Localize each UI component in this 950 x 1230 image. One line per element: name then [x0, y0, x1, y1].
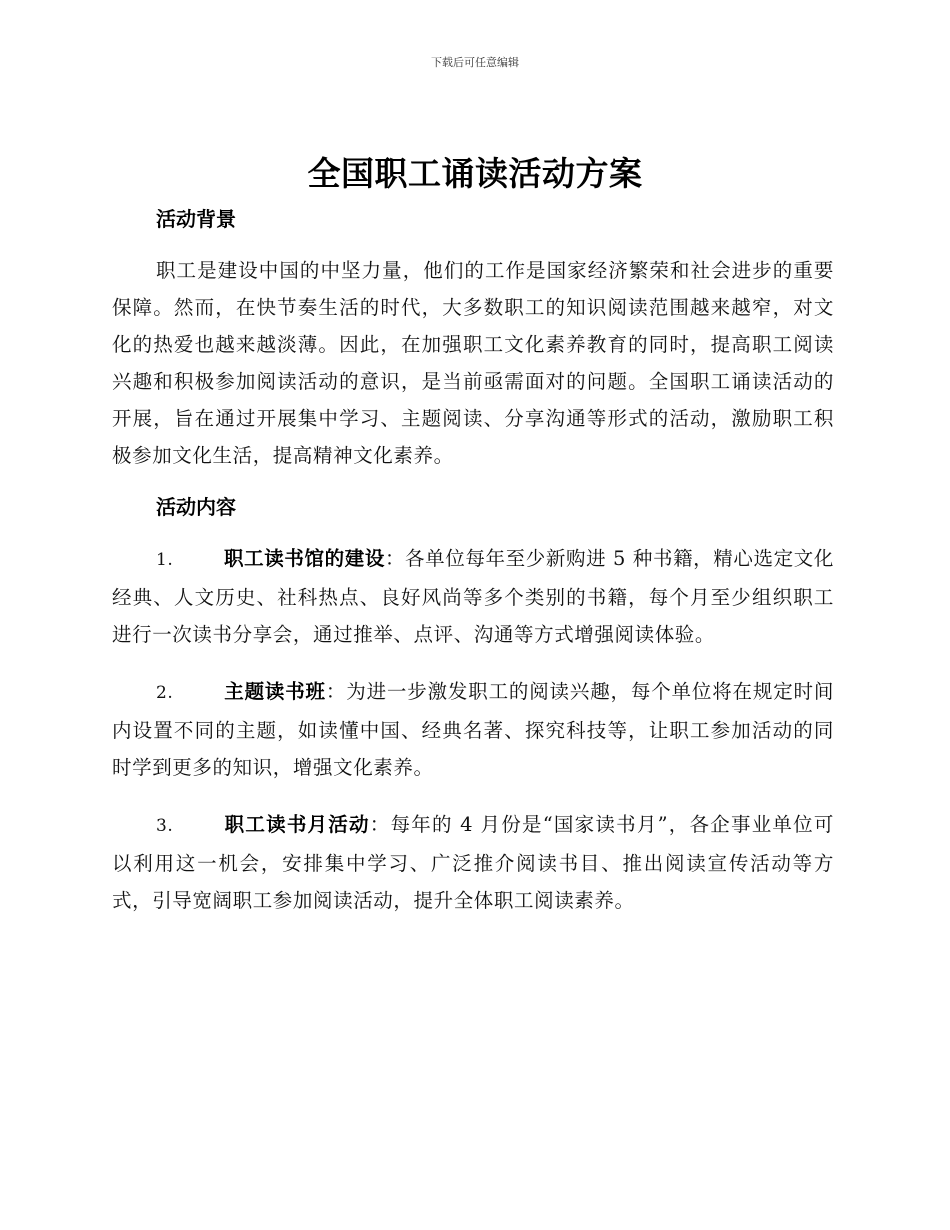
list-item	[112, 540, 834, 653]
list-item-text: ：每年的 4 月份是“国家读书月”，各企事业单位可以利用这一机会，安排集中学习、广泛推介阅读书目、推出阅读宣传活动等方式，引导宽阔职工参加阅读活动，提升全体职工阅读素养。	[112, 813, 834, 912]
list-item	[112, 806, 834, 919]
list-item-title: 主题读书班	[224, 680, 326, 703]
list-item	[112, 673, 834, 786]
list-item-text: ：各单位每年至少新购进 5 种书籍，精心选定文化经典、人文历史、社科热点、良好风尚等多个类别的书籍，每个月至少组织职工进行一次读书分享会，通过推举、点评、沟通等方式增强阅读体验。	[112, 547, 834, 646]
list-item-number: 2.	[156, 683, 174, 703]
document-body	[112, 200, 834, 919]
list-item-number: 1.	[156, 550, 174, 570]
list-item-number: 3.	[156, 816, 174, 836]
list-item-title: 职工读书月活动	[224, 813, 370, 836]
header-note: 下载后可任意编辑	[431, 56, 519, 69]
list-item-text: ：为进一步激发职工的阅读兴趣，每个单位将在规定时间内设置不同的主题，如读懂中国、经典名著、探究科技等，让职工参加活动的同时学到更多的知识，增强文化素养。	[112, 680, 834, 779]
document-title: 全国职工诵读活动方案	[307, 154, 643, 193]
background-paragraph: 职工是建设中国的中坚力量，他们的工作是国家经济繁荣和社会进步的重要保障。然而，在快节奏生活的时代，大多数职工的知识阅读范围越来越窄，对文化的热爱也越来越淡薄。因此，在加强职工文化素养教育的同时，提高职工阅读兴趣和积极参加阅读活动的意识，是当前亟需面对的问题。全国职工诵读活动的开展，旨在通过开展集中学习、主题阅读、分享沟通等形式的活动，激励职工积极参加文化生活，提高精神文化素养。	[112, 259, 834, 467]
list-item-title: 职工读书馆的建设	[224, 547, 385, 570]
section-heading-content: 活动内容	[156, 495, 236, 519]
section-heading-background: 活动背景	[156, 207, 236, 231]
